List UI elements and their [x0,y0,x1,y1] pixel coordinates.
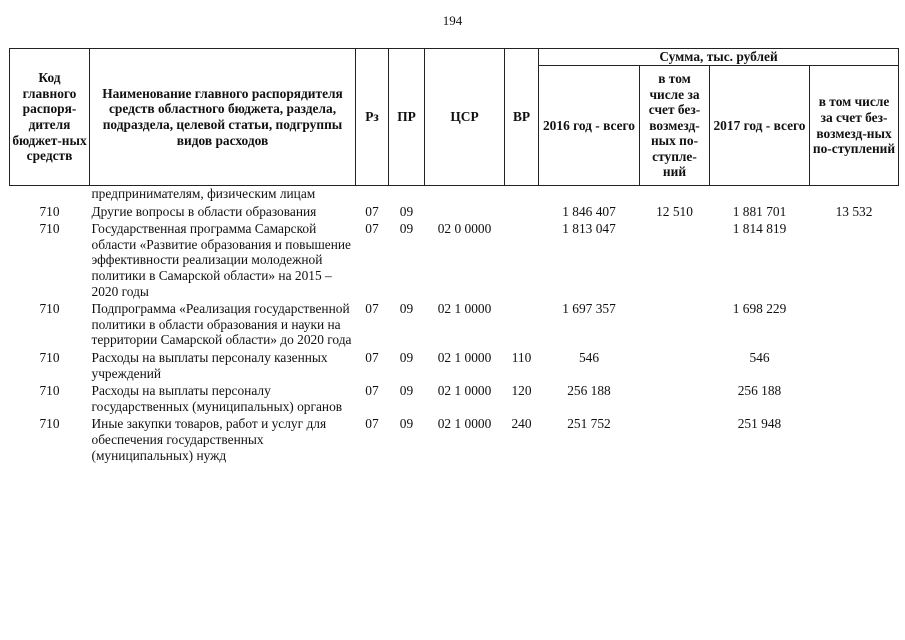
row-2016-free: 12 510 [656,203,693,219]
row-vr [505,186,539,204]
row-csr: 02 1 0000 [437,349,492,365]
table-row [10,186,899,204]
row-csr: 02 1 0000 [437,383,492,399]
row-code: 710 [39,203,60,219]
row-name: предпринимателям, физическим лицам [91,186,316,201]
row-2017-total: 546 [749,349,770,365]
row-rz: 07 [365,221,379,237]
row-rz: 07 [365,383,379,399]
page-number: 194 [442,13,463,28]
row-pr: 09 [399,301,414,317]
row-2016-free [640,186,710,204]
row-2017-total: 1 881 701 [732,203,787,219]
row-2016-total: 546 [578,349,600,365]
row-vr [505,204,539,222]
budget-table [9,48,899,465]
row-2017-free [810,301,899,350]
row-name: Расходы на выплаты персоналу казенных учреждений [91,349,328,381]
header-name: Наименование главного распорядителя средств областного бюджета, раздела, подраздела, целевой статьи, подгруппы видов расходов [90,49,356,186]
row-2017-free [810,416,899,465]
row-2016-free [640,416,710,465]
table-row [10,383,899,416]
table-row [10,204,899,222]
row-2017-total: 251 948 [737,416,782,432]
row-csr: 02 0 0000 [437,221,492,237]
row-pr: 09 [399,349,414,365]
row-vr [505,221,539,301]
row-2017-total: 1 698 229 [732,301,787,317]
row-vr: 110 [511,349,532,365]
row-pr [389,186,425,204]
row-2016-free [640,350,710,383]
row-pr: 09 [399,221,414,237]
row-rz [356,186,389,204]
row-rz: 07 [365,203,379,219]
row-2016-total: 256 188 [567,383,611,399]
row-2017-total: 256 188 [737,383,782,399]
row-name: Государственная программа Самарской области «Развитие образования и повышение эффективности реализации молодежной политики в Самарской области» на 2015 – 2020 годы [91,221,351,299]
row-rz: 07 [365,416,379,432]
header-vr: ВР [505,49,539,186]
header-2016-free: в том числе за счет без-возмезд-ных по-ступле-ний [640,66,710,186]
row-rz: 07 [365,301,379,317]
row-name: Иные закупки товаров, работ и услуг для обеспечения государственных (муниципальных) нужд [91,416,327,463]
table-row [10,350,899,383]
header-csr: ЦСР [425,49,505,186]
header-code: Код главного распоря-дителя бюджет-ных средств [10,49,90,186]
row-code: 710 [39,416,60,432]
row-2017-free [810,186,899,204]
row-vr: 240 [511,416,532,432]
row-csr: 02 1 0000 [437,416,492,432]
row-code [10,186,90,204]
row-name: Расходы на выплаты персоналу государственных (муниципальных) органов [91,383,343,414]
table-row [10,221,899,301]
header-pr: ПР [389,49,425,186]
row-code: 710 [39,301,60,317]
row-csr: 02 1 0000 [437,301,492,317]
row-pr: 09 [399,383,414,399]
row-code: 710 [39,221,60,237]
row-2016-free [640,301,710,350]
header-2016-total: 2016 год - всего [539,66,640,186]
row-2016-total: 1 813 047 [562,221,616,237]
row-name: Подпрограмма «Реализация государственной политики в области образования и науки на территории Самарской области» до 2020 года [91,301,352,348]
row-csr [425,186,505,204]
row-rz: 07 [365,349,379,365]
row-pr: 09 [399,203,414,219]
row-2017-free [810,383,899,416]
row-2017-total [710,186,810,204]
row-2016-total: 1 846 407 [562,203,616,219]
header-2017-free: в том числе за счет без-возмезд-ных по-ступлений [810,66,899,186]
row-2017-free [810,221,899,301]
table-row [10,301,899,350]
row-2016-total: 1 697 357 [562,301,616,317]
row-vr [505,301,539,350]
row-code: 710 [39,383,60,399]
row-2016-free [640,221,710,301]
row-code: 710 [39,349,60,365]
row-2016-total: 251 752 [567,416,611,432]
header-2017-total: 2017 год - всего [710,66,810,186]
row-vr: 120 [511,383,532,399]
row-2016-total [539,186,640,204]
row-2017-total: 1 814 819 [732,221,787,237]
header-rz: Рз [356,49,389,186]
row-2016-free [640,383,710,416]
row-name: Другие вопросы в области образования [91,203,317,219]
header-sum-group: Сумма, тыс. рублей [539,49,899,66]
header-row-top [10,49,899,66]
row-csr [425,204,505,222]
row-2017-free [810,350,899,383]
table-row [10,416,899,465]
row-pr: 09 [399,416,414,432]
row-2017-free: 13 532 [835,203,873,219]
